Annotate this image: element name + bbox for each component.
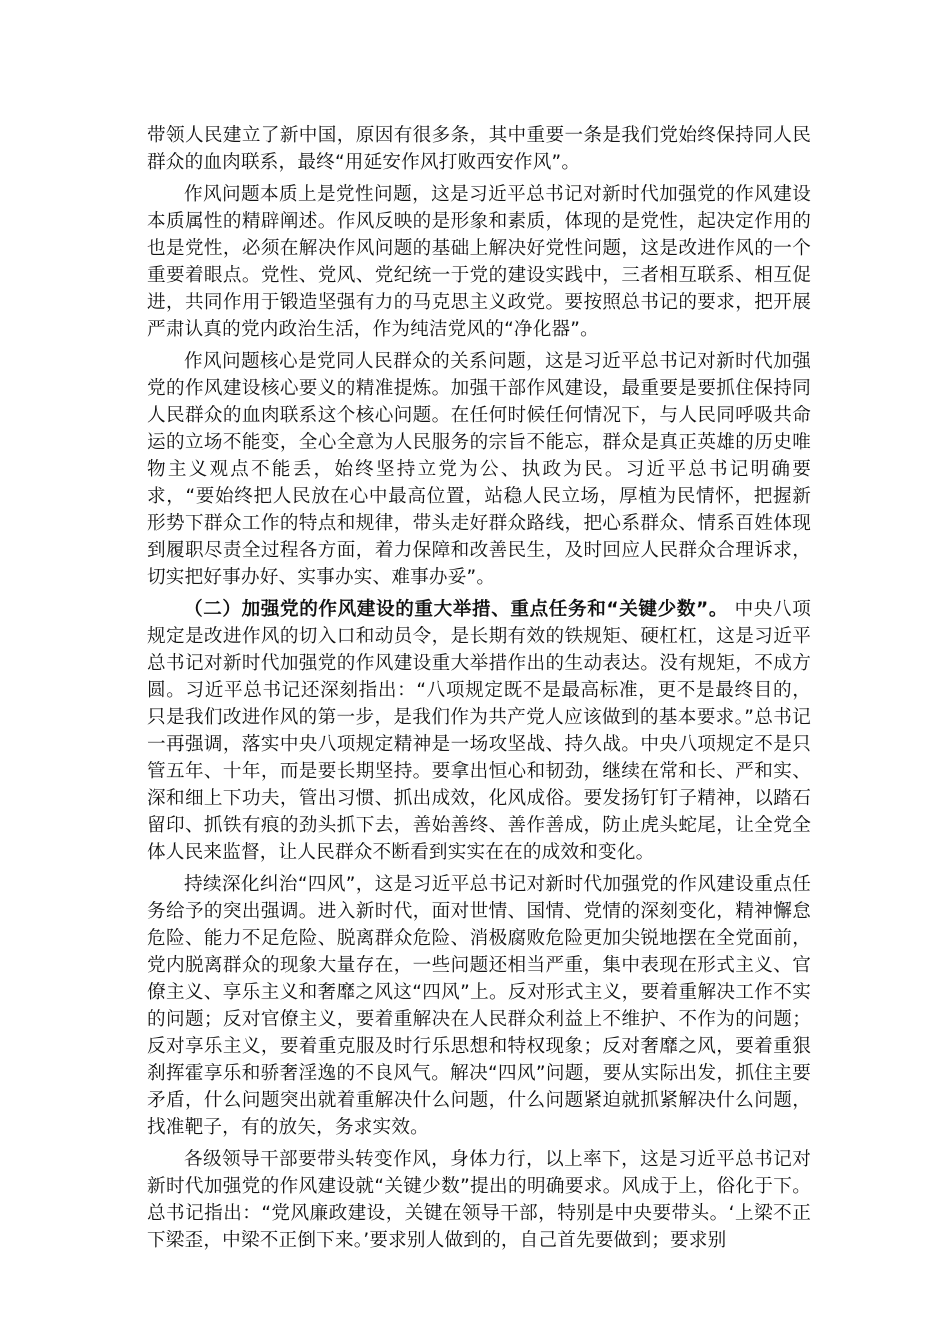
paragraph-5 (147, 871, 811, 1141)
paragraph-text: 持续深化纠治“四风”，这是习近平总书记对新时代加强党的作风建设重点任务给予的突出强调。进入新时代，面对世情、国情、党情的深刻变化，精神懈怠危险、能力不足危险、脱离群众危险、消极腐败危险更加尖锐地摆在全党面前，党内脱离群众的现象大量存在，一些问题还相当严重，集中表现在形式主义、官僚主义、享乐主义和奢靡之风这“四风”上。反对形式主义，要着重解决工作不实的问题；反对官僚主义，要着重解决在人民群众利益上不维护、不作为的问题；反对享乐主义，要着重克服及时行乐思想和特权现象；反对奢靡之风，要着重狠刹挥霍享乐和骄奢淫逸的不良风气。解决“四风”问题，要从实际出发，抓住主要矛盾，什么问题突出就着重解决什么问题，什么问题紧迫就抓紧解决什么问题，找准靶子，有的放矢，务求实效。 (147, 874, 811, 1138)
paragraph-3 (147, 348, 811, 591)
paragraph-2 (147, 181, 811, 343)
document-page (147, 122, 811, 1259)
section-heading: （二）加强党的作风建设的重大举措、重点任务和“关键少数”。 (184, 599, 729, 620)
paragraph-6 (147, 1146, 811, 1254)
paragraph-text: 作风问题核心是党同人民群众的关系问题，这是习近平总书记对新时代加强党的作风建设核心要义的精准提炼。加强干部作风建设，最重要是要抓住保持同人民群众的血肉联系这个核心问题。在任何时候任何情况下，与人民同呼吸共命运的立场不能变，全心全意为人民服务的宗旨不能忘，群众是真正英雄的历史唯物主义观点不能丢，始终坚持立党为公、执政为民。习近平总书记明确要求，“要始终把人民放在心中最高位置，站稳人民立场，厚植为民情怀，把握新形势下群众工作的特点和规律，带头走好群众路线，把心系群众、情系百姓体现到履职尽责全过程各方面，着力保障和改善民生，及时回应人民群众合理诉求，切实把好事办好、实事办实、难事办妥”。 (147, 351, 811, 588)
paragraph-1 (147, 122, 811, 176)
paragraph-text: 作风问题本质上是党性问题，这是习近平总书记对新时代加强党的作风建设本质属性的精辟阐述。作风反映的是形象和素质，体现的是党性，起决定作用的也是党性，必须在解决作风问题的基础上解决好党性问题，这是改进作风的一个重要着眼点。党性、党风、党纪统一于党的建设实践中，三者相互联系、相互促进，共同作用于锻造坚强有力的马克思主义政党。要按照总书记的要求，把开展严肃认真的党内政治生活，作为纯洁党风的“净化器”。 (147, 184, 811, 340)
paragraph-text: 带领人民建立了新中国，原因有很多条，其中重要一条是我们党始终保持同人民群众的血肉联系，最终“用延安作风打败西安作风”。 (147, 125, 811, 173)
paragraph-4 (147, 596, 811, 866)
paragraph-text: 中央八项规定是改进作风的切入口和动员令，是长期有效的铁规矩、硬杠杠，这是习近平总书记对新时代加强党的作风建设重大举措作出的生动表达。没有规矩，不成方圆。习近平总书记还深刻指出：“八项规定既不是最高标准，更不是最终目的，只是我们改进作风的第一步，是我们作为共产党人应该做到的基本要求。”总书记一再强调，落实中央八项规定精神是一场攻坚战、持久战。中央八项规定不是只管五年、十年，而是要长期坚持。要拿出恒心和韧劲，继续在常和长、严和实、深和细上下功夫，管出习惯、抓出成效，化风成俗。要发扬钉钉子精神，以踏石留印、抓铁有痕的劲头抓下去，善始善终、善作善成，防止虎头蛇尾，让全党全体人民来监督，让人民群众不断看到实实在在的成效和变化。 (147, 599, 811, 863)
paragraph-text: 各级领导干部要带头转变作风，身体力行，以上率下，这是习近平总书记对新时代加强党的作风建设就“关键少数”提出的明确要求。风成于上，俗化于下。总书记指出：“党风廉政建设，关键在领导干部，特别是中央要带头。‘上梁不正下梁歪，中梁不正倒下来。’要求别人做到的，自己首先要做到；要求别 (147, 1149, 811, 1251)
